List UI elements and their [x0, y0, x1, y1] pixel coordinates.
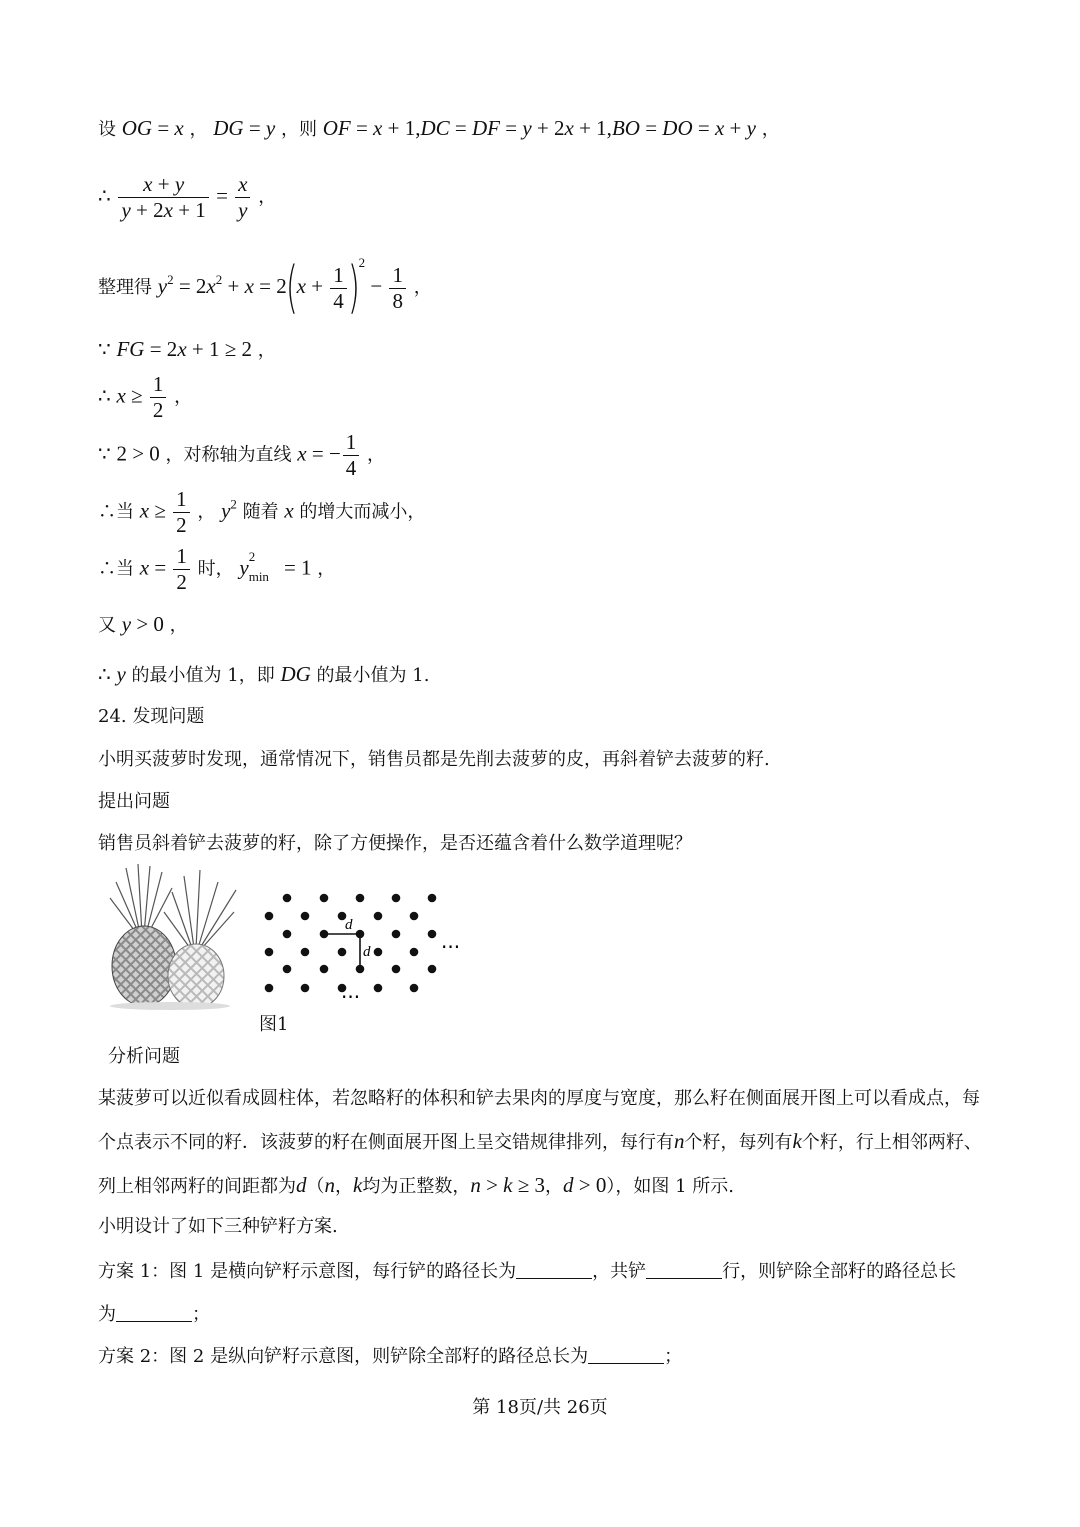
therefore-symbol: ∴: [98, 183, 111, 208]
math: = −: [306, 441, 341, 466]
text: ，: [335, 1176, 353, 1197]
math: BO: [611, 116, 640, 140]
math: =: [350, 116, 374, 140]
math: = 2: [253, 274, 287, 298]
text: ，: [367, 444, 386, 466]
fraction: $\frac{1}{2}$: [173, 546, 190, 593]
seed-dot: [374, 984, 383, 993]
solution-line-10: [98, 664, 429, 685]
seed-dot: [265, 984, 274, 993]
figure-caption: 图1: [259, 1014, 289, 1035]
math: > 0: [573, 1173, 607, 1197]
math: + 1,: [573, 116, 612, 140]
math: ≥: [149, 498, 172, 523]
seed-dot: [410, 984, 419, 993]
text: ，则: [280, 119, 317, 140]
text: ，对称轴为直线: [165, 444, 292, 466]
ellipsis-right: ···: [441, 935, 461, 959]
math: = 2: [144, 337, 178, 361]
math: = 1: [278, 555, 312, 580]
math: x: [174, 116, 184, 140]
ellipsis-bottom: ···: [341, 985, 361, 1009]
math: y: [265, 116, 276, 140]
math: DG: [280, 662, 311, 686]
solution-line-9: [98, 614, 188, 635]
math: y: [522, 116, 532, 140]
seed-dot: [283, 930, 292, 939]
because-symbol: ∵: [98, 337, 111, 361]
seed-dot: [428, 894, 437, 903]
text: ，: [413, 277, 432, 298]
seed-dot: [265, 912, 274, 921]
math: + 2: [531, 116, 565, 140]
seed-dot: [283, 894, 292, 903]
text: 又: [98, 615, 116, 636]
therefore-symbol: ∴: [98, 383, 111, 408]
text: ，: [545, 1176, 564, 1197]
math: =: [500, 116, 523, 140]
text: 的最小值为 1，即: [131, 665, 275, 686]
seed-dot: [320, 965, 329, 974]
solution-line-6: [98, 432, 385, 479]
plan-2: [98, 1345, 682, 1366]
text: ，: [258, 186, 277, 208]
math: x: [564, 116, 574, 140]
fraction: $\frac{1}{2}$: [173, 489, 190, 536]
fraction: $\frac{1}{4}$: [343, 432, 360, 479]
paragraph-design: 小明设计了如下三种铲籽方案.: [98, 1216, 338, 1237]
solution-line-8: ∴当 x = $\frac{1}{2}$ 时， y 2 min = 1 ，: [98, 544, 336, 594]
paragraph-discover: 小明买菠萝时发现，通常情况下，销售员都是先削去菠萝的皮，再斜着铲去菠萝的籽.: [98, 749, 770, 770]
fraction: $\frac{x + y}{y + 2x + 1}$: [118, 174, 208, 221]
fraction: $\frac{1}{2}$: [150, 374, 167, 421]
heading-analyze: 分析问题: [108, 1046, 180, 1067]
seed-dot: [392, 930, 401, 939]
math: =: [152, 116, 175, 140]
text: ），如图 1 所示.: [606, 1176, 734, 1197]
solution-line-7: ∴当 x ≥ $\frac{1}{2}$ ， $y^2$ 随着 x 的增大而减小，: [98, 487, 426, 537]
seed-dot: [301, 984, 310, 993]
seed-dot: [301, 948, 310, 957]
seed-dot: [428, 965, 437, 974]
math: k: [353, 1173, 363, 1197]
math: =: [639, 116, 663, 140]
math: DG: [213, 116, 244, 140]
math: =: [210, 183, 234, 208]
seed-dot: [392, 894, 401, 903]
seed-dot: [374, 948, 383, 957]
math: x: [206, 274, 216, 298]
math: x: [116, 383, 126, 408]
math: =: [243, 116, 266, 140]
math: + 1 ≥ 2: [186, 337, 253, 361]
math: DO: [662, 116, 693, 140]
answer-blank[interactable]: [588, 1345, 664, 1364]
math: OF: [322, 116, 351, 140]
heading-discover: 24. 发现问题: [98, 706, 205, 727]
math: x: [714, 116, 725, 140]
math: > 0: [131, 612, 164, 636]
math: +: [222, 274, 245, 298]
text: 的最小值为 1.: [316, 665, 430, 686]
page-number: 第 18页/共 26页: [472, 1397, 608, 1418]
text: 设: [98, 119, 116, 140]
text: ，: [317, 558, 336, 580]
seed-dot: [265, 948, 274, 957]
math: y: [239, 555, 249, 580]
text: 均为正整数，: [362, 1176, 471, 1197]
paragraph-raise: 销售员斜着铲去菠萝的籽，除了方便操作，是否还蕴含着什么数学道理呢？: [98, 833, 692, 854]
math: =: [149, 555, 172, 580]
math: n: [324, 1173, 335, 1197]
solution-line-3: 整理得 $y^2 = 2x^2 + x = 2(x$ + $\frac{1}{4}$ )$^2$ − $\frac{1}{8}$ ，: [98, 255, 432, 320]
seed-dot: [410, 948, 419, 957]
text: ，共铲: [592, 1261, 647, 1282]
text: 个籽，每列有: [684, 1132, 793, 1153]
math: y: [121, 612, 132, 636]
math: DC: [420, 116, 450, 140]
text: 方案 2：图 2 是纵向铲籽示意图，则铲除全部籽的路径总长为: [98, 1346, 589, 1367]
math: y: [746, 116, 756, 140]
paragraph-analyze: [98, 1078, 988, 1208]
math: y: [157, 274, 168, 298]
text: （: [306, 1176, 325, 1197]
text: 整理得: [98, 277, 152, 298]
math: =: [692, 116, 715, 140]
seed-dot: [374, 912, 383, 921]
solution-line-5: [98, 374, 192, 421]
math: + 1,: [382, 116, 421, 140]
plan-1-cont: [98, 1303, 210, 1324]
heading-raise: 提出问题: [98, 791, 170, 812]
label-d-vertical: d: [363, 944, 371, 960]
text: 方案 1：图 1 是横向铲籽示意图，每行铲的路径长为: [98, 1261, 517, 1282]
seed-dot: [392, 965, 401, 974]
text: ，: [257, 340, 276, 361]
math: x: [296, 274, 306, 298]
text: 时，: [197, 558, 234, 580]
math: =: [449, 116, 472, 140]
therefore-symbol: ∴: [98, 662, 111, 686]
fraction: $\frac{x}{y}$: [235, 174, 250, 221]
math: y: [116, 662, 126, 686]
math: OG: [121, 116, 153, 140]
label-d-horizontal: d: [345, 917, 353, 933]
seed-dot: [338, 948, 347, 957]
math: x: [177, 337, 187, 361]
seed-dot: [301, 912, 310, 921]
seed-dot: [283, 965, 292, 974]
math: +: [724, 116, 747, 140]
seed-dot-diagram: [255, 880, 480, 1010]
plan-1: [98, 1260, 956, 1281]
text: ，: [197, 501, 216, 523]
math: 2 > 0: [116, 441, 160, 466]
math: ≥: [125, 383, 148, 408]
fraction: $\frac{1}{4}$: [330, 265, 347, 312]
answer-blank[interactable]: [516, 1260, 592, 1279]
because-symbol: ∵: [98, 441, 111, 466]
text: 的增大而减小，: [299, 501, 426, 523]
math: +: [305, 274, 329, 298]
math: k: [503, 1173, 513, 1197]
math: x: [139, 498, 150, 523]
text: ∴当: [98, 501, 134, 523]
text: ∴当: [98, 558, 134, 580]
fraction: $\frac{1}{8}$: [389, 265, 406, 312]
math: x: [139, 555, 150, 580]
answer-blank[interactable]: [646, 1260, 722, 1279]
math: FG: [116, 337, 145, 361]
math: y: [221, 498, 231, 523]
text: 随着: [242, 501, 279, 523]
text: ，: [761, 119, 780, 140]
math: n: [470, 1173, 481, 1197]
seed-dot: [356, 894, 365, 903]
text: 个籽，行上相邻两籽、列上相邻两籽的间距都为: [98, 1132, 982, 1197]
text: 为: [98, 1304, 116, 1325]
math: x: [373, 116, 383, 140]
answer-blank[interactable]: [116, 1303, 192, 1322]
math: d: [563, 1173, 574, 1197]
math: = 2: [173, 274, 207, 298]
solution-line-4: [98, 339, 276, 360]
text: ，: [189, 119, 208, 140]
math: d: [296, 1173, 307, 1197]
seed-dot: [320, 894, 329, 903]
text: ，: [169, 615, 188, 636]
math: DF: [472, 116, 500, 140]
text: ，: [174, 386, 193, 408]
math: −: [365, 274, 388, 298]
math: >: [480, 1173, 504, 1197]
seed-dot: [428, 930, 437, 939]
pineapple-photo: [106, 862, 240, 1010]
solution-line-2: [98, 174, 276, 221]
math: x: [297, 441, 307, 466]
math: x: [284, 498, 294, 523]
math: ≥ 3: [512, 1173, 546, 1197]
text: ；: [192, 1304, 210, 1325]
math: x: [244, 274, 254, 298]
solution-line-1: [98, 118, 780, 139]
math: k: [792, 1129, 802, 1153]
text: 某菠萝可以近似看成圆柱体，若忽略籽的体积和铲去果肉的厚度与宽度，那么籽在侧面展开图上可以看成点，每个点表示不同的籽．该菠萝的籽在侧面展开图上呈交错规律排列，每行有: [98, 1088, 980, 1153]
text: 行，则铲除全部籽的路径总长: [722, 1261, 957, 1282]
math: n: [674, 1129, 685, 1153]
seed-dot: [410, 912, 419, 921]
text: ；: [664, 1346, 683, 1367]
